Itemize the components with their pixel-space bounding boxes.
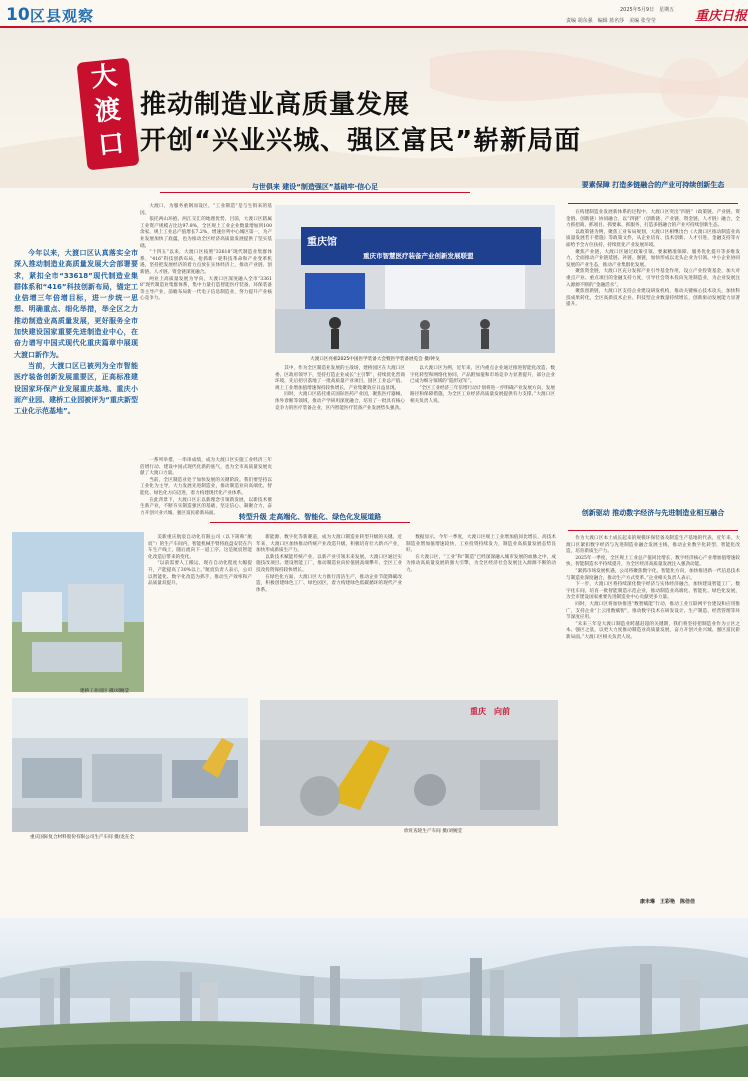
- lead-paragraphs: [14, 248, 138, 417]
- section3-rule: [568, 530, 738, 531]
- lead-paragraph: 当前，大渡口区已被列为全市智能医疗装备创新发展重要区，正高标准建设国家环保产业发展重庆基地、重庆小面产业园、建桥工业园被评为“重庆新型工业化示范基地”。: [14, 361, 138, 416]
- paragraph: 下一步，大渡口区将持续深化数字经济与实体经济融合，加快建设智能工厂、数字化车间，培育一批智能制造示范企业，推动制造业高端化、智能化、绿色化发展，为全市建设国家重要先进制造业中心贡献更多力量。: [566, 582, 740, 601]
- skyline-illustration: [0, 918, 748, 1077]
- lead-paragraph: 今年以来，大渡口区认真落实全市深入推动制造业高质量发展大会部署要求，紧扣全市“33618”现代制造业集群体系和“416”科技创新布局，锚定工业倍增三年倍增目标，进一步统一思想、明确重点、细化举措，举全区之力推动制造业高质量发展，更好服务全市加快建设国家重要先进制造业中心，在奋力谱写中国式现代化重庆篇章中展现大渡口新作为。: [14, 249, 138, 359]
- seal-char-3: 口: [96, 128, 126, 162]
- expo-sign: 重庆馆: [307, 237, 337, 248]
- paragraph: “以前需要人工搬运，现在自动化程度大幅提升，产能提高了30%以上。”航宸负责人表示，公司以智能化、数字化改造为抓手，推动生产效率和产品质量双提升。: [148, 561, 252, 587]
- paragraph: “十四五”以来，大渡口区按照“33618”现代制造业集群体系、“416”科技创新布局，抢抓新一轮科技革命和产业变革机遇，坚持把发展经济的着力点放在实体经济上，推动产业链、创新链、人才链、资金链深度融合。: [140, 250, 272, 275]
- district-seal: [76, 58, 139, 171]
- expo-photo-illustration: [275, 205, 555, 353]
- editor-credits: 责编 胡东强 编辑 蓝名莎 美编 张莹莹: [566, 18, 656, 24]
- paragraph: 同时，大渡口区依托重庆国际医药产业园，聚焦医疗器械、体外诊断等领域，推动产学研用深度融合，培育了一批具有核心竞争力的医疗装备企业，区内智能医疗装备产业发展势头强劲。: [275, 392, 405, 411]
- paragraph: “全区工业经济三年倍增行动计划将进一步明确产业发展方向、发展路径和保障措施，为全区工业经济高质量发展提供有力支撑。”大渡口区相关负责人说。: [410, 385, 555, 404]
- headline-line-1: 推动制造业高质量发展: [140, 90, 411, 120]
- paragraph: 美新重庆航宸自动化有限公司（以下简称“航宸”）的生产车间内，智能机械手臂将底盘安装在汽车生产线上，随后流向下一道工序。这是航宸智能化改造后带来的变化。: [148, 535, 252, 560]
- paragraph: 聚焦创新链，大渡口区支持企业建设研发机构，推动关键核心技术攻关，加快科技成果转化，全区高新技术企业、科技型企业数量持续增长，创新驱动发展能力显著提升。: [566, 289, 740, 308]
- paragraph: 一系列举措，一串串成绩，成为大渡口区实施工业经济三年倍增行动、建设中国式现代化新的底气，也为全市高质量发展贡献了大渡口力量。: [140, 458, 272, 477]
- industrial-park-caption: 建桥工业园区 摄/刘婉莹: [80, 689, 129, 694]
- paragraph: 依托两山环抱、两江交汇的地理优势，目前，大渡口区辖属工业资产规模占比达97.8%，全区规上工业企业数量增加到100余家，规上工业总产值增长7.2%，增速位列中心城区第一，为产业发展加快了底蕴，也为推动全区经济高质量发展提供了坚实基础。: [140, 217, 272, 249]
- paragraph: 在绿色化方面，大渡口区大力推行清洁生产，推动企业节能降碳改造，积极创建绿色工厂、绿色园区，着力构建绿色低碳循环的现代产业体系。: [256, 574, 402, 593]
- paragraph: 聚焦资金链，大渡口区充分发挥产业引导基金作用，设立产业投资基金，加大对重点产业、重点项目的金融支持力度，引导社会资本投向先进制造业，为企业发展注入源源不断的“金融活水”。: [566, 269, 740, 288]
- section3-subhead: 创新驱动 推动数字经济与先进制造业相互融合: [581, 509, 725, 517]
- paragraph: 作为大渡口区本土成长起来的规模环保装备及制造生产基地的代表，近年来，大渡口区紧扣数字经济与先进制造业融合发展主线，推动企业数字化转型、智能化改造，培育新质生产力。: [566, 536, 740, 555]
- gear-workshop-illustration: [260, 700, 558, 826]
- section-number: 10: [6, 5, 30, 25]
- paragraph: 数据显示，今年一季度，大渡口区规上工业增加值同比增长，高技术制造业增加值增速较快，工业投资持续发力，制造业高质量发展态势良好。: [406, 535, 556, 554]
- expo-banner: 重庆市智慧医疗装备产业创新发展联盟: [363, 252, 474, 260]
- paragraph: 新能源、数字化等新赛道，成为大渡口制造业转型升级的关键。近年来，大渡口区加快推动传统产业改造升级，积极培育壮大新兴产业，加快形成新质生产力。: [256, 535, 402, 554]
- section4-column-c: [406, 535, 556, 695]
- paragraph: 同时，大渡口区将加快推进“数智赋能”行动，推动工业互联网平台建设和应用推广，支持企业“上云用数赋智”，推动数字技术在研发设计、生产制造、经营管理等环节深度应用。: [566, 601, 740, 621]
- section4-column-b: [256, 535, 402, 695]
- paragraph: 在构建制造业发展新体系的过程中，大渡口区突出“四链”（政策链、产业链、资金链、创新链）协同融合，以“四链”（创新链、产业链、资金链、人才链）融合，全力抓招商、抓项目、抓要素、抓服务，打造多链融合的产业可持续创新生态。: [566, 210, 740, 229]
- section-name: 区县观察: [30, 7, 95, 25]
- workshop-sign: 重庆 向前: [470, 707, 510, 716]
- paragraph: 以大渡口区为例，近年来，区内重点企业通过推进智能化改造、数字化转型和网络化协同，产品附加值和市场竞争力显著提升，部分企业已成为细分领域的“隐形冠军”。: [410, 366, 555, 385]
- section4-rule: [210, 522, 410, 523]
- section1-column-a: [140, 204, 272, 454]
- headline-line-2: 开创“兴业兴城、强区富民”崭新局面: [140, 126, 582, 156]
- paragraph: 大渡口，为服务重钢而设区，“工业制造”是与生俱来的基因。: [140, 204, 272, 216]
- paragraph: 2025年一季度，全区规上工业总产值同比增长，数字经济核心产业增加值增速较快，智能制造水平持续提升，为全区经济高质量发展注入强劲动能。: [566, 555, 740, 568]
- factory-workshop-photo: [12, 698, 248, 832]
- paragraph: 两业上高质量发展为导向，大渡口区深度融入全市“33618”现代制造业集群体系，集中力量打造智能医疗装备、环保装备等主导产业，前瞻布局新一代电子信息制造业，努力提升产业核心竞争力。: [140, 276, 272, 302]
- paragraph: 当前，全区制造业处于加快发展的关键阶段。我们要坚持以工业化为主导，大力发展先进制造业，推动制造业向高端化、智能化、绿色化方向迈进，着力构建现代化产业体系。: [140, 477, 272, 496]
- section2-rule: [568, 203, 738, 204]
- paragraph: “未来三年是大渡口制造业跨越赶超的关键期，我们将坚持把制造业作为立区之本、强区之基，以更大力度推动制造业高质量发展，奋力开创兴业兴城、强区富民崭新局面。”大渡口区相关负责人说。: [566, 621, 740, 640]
- section1-rule: [160, 192, 470, 193]
- city-skyline-photo: [0, 918, 748, 1077]
- expo-photo: [275, 205, 555, 353]
- date-line: 2025年5月9日 星期五: [620, 7, 675, 13]
- paragraph: 在此背景下，大渡口区正以新理念引领新发展，以新技术催生新产业，不断夯实制造强区的基础，坚定信心、凝聚合力，奋力开创兴业兴城、强区富民崭新局面。: [140, 497, 272, 516]
- seal-char-2: 渡: [93, 94, 123, 128]
- paragraph: 聚焦产业链，大渡口区通过政策引领、要素精准保障、服务优化提升等多维发力，全面推动产业链延链、补链、强链，加快形成以龙头企业为引领、中小企业协同发展的产业生态，推动产业集群化发展。: [566, 249, 740, 268]
- section1-column-b: [140, 458, 272, 516]
- section3-byline: 康未琳 王彩艳 陈佳佳: [640, 899, 696, 905]
- paragraph: 以新技术赋能传统产业，以新产业引领未来发展。大渡口区通过实施技改项目、建设智能工厂，推动制造业向价值链高端攀升，全区工业技改投资保持较快增长。: [256, 554, 402, 573]
- paragraph: 其中，作为全区制造业发展的主战场，建桥园区在大渡口区委、区政府领导下，坚持打造企业成长“主引擎”，持续优化营商环境，先后招引落地了一批高质量产业项目，园区工业总产值、规上工业增加值增速保持较快增长，产业集聚效应日益显现。: [275, 366, 405, 391]
- section2-body: [566, 210, 740, 502]
- industrial-park-illustration: [12, 532, 144, 692]
- section1-subhead: 与世俱来 建设“制造强区”基础牢·信心足: [251, 183, 379, 191]
- seal-char-1: 大: [89, 60, 119, 94]
- newspaper-logo: 重庆日报: [695, 9, 748, 24]
- gear-workshop-photo: [260, 700, 558, 826]
- section4-subhead: 转型升级 走高端化、智能化、绿色化发展道路: [238, 513, 382, 521]
- factory-workshop-caption: 重庆国际复合材料股份有限公司生产车间 摄/龙在全: [30, 835, 135, 840]
- factory-workshop-illustration: [12, 698, 248, 832]
- paragraph: “紧抓市场发展机遇，公司将聚焦数字化、智能化方向，加快推进新一代信息技术与制造业深度融合，推动生产方式变革。”企业相关负责人表示。: [566, 568, 740, 581]
- expo-photo-caption: 大渡口区亮相2025中国医学装备大会暨医学装备展览会 摄/钟戈: [310, 357, 440, 362]
- section1-column-c: [275, 366, 405, 502]
- page-header: [0, 0, 748, 26]
- section2-subhead: 要素保障 打造多链融合的产业可持续创新生态: [581, 181, 725, 189]
- industrial-park-photo: [12, 532, 144, 692]
- section1-column-d: [410, 366, 555, 502]
- section3-body: [566, 536, 740, 896]
- paragraph: 以政策链为例，聚焦工业布局规划，大渡口区相继出台《大渡口区推动制造业高质量发展若干措施》等政策文件，从企业培育、技术创新、人才引进、金融支持等方面给予全方位扶持，持续优化产业发展环境。: [566, 229, 740, 248]
- gear-workshop-caption: 欣旺齿轮生产车间 摄/刘婉莹: [404, 829, 463, 834]
- paragraph: 在大渡口区，“工业”和“制造”已经深深融入城市发展的血脉之中，成为推动高质量发展的强大引擎，为全区经济社会发展注入源源不断的动力。: [406, 554, 556, 573]
